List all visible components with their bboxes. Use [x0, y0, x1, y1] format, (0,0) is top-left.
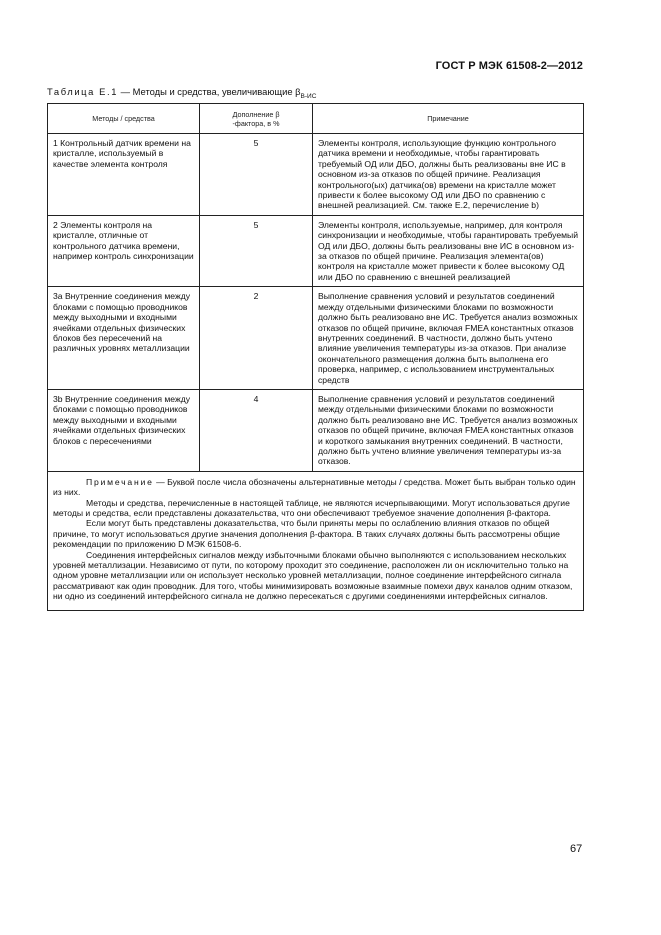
page-number: 67: [570, 843, 583, 855]
table-row: [48, 389, 584, 471]
column-header-note: Примечание: [313, 104, 584, 134]
column-header-beta: Дополнение β -фактора, в %: [200, 104, 313, 134]
table-notes: [48, 472, 583, 610]
row-value: 2: [253, 291, 259, 302]
table-notes-cell: [48, 471, 584, 610]
row-method-cell: [48, 287, 200, 390]
methods-table: [47, 103, 584, 611]
row-value-cell: [200, 287, 313, 390]
note-paragraph: Соединения интерфейсных сигналов между избыточными блоками обычно выполняются с использованием нескольких уровней металлизации. Независимо от пути, по которому проходит это соединение, расположен ли он исключительно только на одном уровне металлизации или он использует несколько уровней металлизации, полное соединение интерфейсного сигнала рассматривают как один проводник. Для того, чтобы минимизировать возможные взаимные помехи двух каналов одним отказом, ни одно из соединений интерфейсного сигнала не должно пересекаться с другими соединениями интерфейсных сигналов.: [53, 549, 573, 602]
row-method-cell: [48, 134, 200, 216]
table-caption-subscript: B-ИС: [300, 92, 317, 100]
row-value: 5: [253, 219, 259, 230]
table-caption-label: Таблица Е.1: [47, 86, 119, 97]
note-first-text: — Буквой после числа обозначены альтернативные методы / средства. Может быть выбран только один из них.: [53, 476, 576, 498]
document-id: ГОСТ Р МЭК 61508-2—2012: [435, 60, 583, 72]
table-caption: [47, 86, 316, 100]
row-note-cell: [313, 215, 584, 286]
row-method: 3а Внутренние соединения между блоками с помощью проводников между выходными и входными ячейками отдельных физических блоков без пересечений на различных уровнях металлизации: [53, 291, 191, 354]
table-header-row: [48, 104, 584, 134]
row-note: Элементы контроля, использующие функцию контрольного датчика времени и необходимые, чтобы гарантировать требуемый ОД или ДБО, должны быть реализованы вне ИС в основном из-за отказов по общей причине. Реализация контрольного(ых) датчика(ов) времени на кристалле может привести к более высокому ОД или ДБО по сравнению с внешней реализацией. См. также Е.2, перечисление b): [318, 138, 566, 211]
row-value-cell: [200, 215, 313, 286]
row-note: Элементы контроля, используемые, например, для контроля синхронизации и необходимые, чтобы гарантировать требуемый ОД или ДБО, должны быть реализованы вне ИС в основном из-за отказов по общей причине. Реализация элемента(ов) контроля на кристалле может привести к более высокому ОД или ДБО по сравнению с внешней реализацией: [318, 219, 579, 282]
note-paragraph: Методы и средства, перечисленные в настоящей таблице, не являются исчерпывающими. Могут использоваться другие методы и средства, если представлены доказательства, что они обеспечивают требуемое значение дополнения β-фактора.: [53, 497, 570, 518]
row-value-cell: [200, 134, 313, 216]
row-note-cell: [313, 389, 584, 471]
table-row: [48, 215, 584, 286]
row-method: 2 Элементы контроля на кристалле, отличные от контрольного датчика времени, например контроль синхронизации: [53, 219, 194, 262]
table-notes-row: [48, 471, 584, 610]
note-label: Примечание: [86, 476, 154, 487]
row-value: 5: [253, 138, 259, 148]
row-method-cell: [48, 389, 200, 471]
row-note-cell: [313, 287, 584, 390]
row-note: Выполнение сравнения условий и результатов соединений между отдельными физическими блоками по возможности должно быть реализовано вне ИС. Требуется анализ возможных отказов по общей причине, включая FMEA константных отказов внутренних соединений. В частности, должно быть учтено влияние увеличения температуры из-за отказов. При анализе окончательного размещения должна быть выполнена его проверка, например, с использованием инструментальных средств: [318, 291, 578, 385]
table-row: [48, 287, 584, 390]
table-caption-text: — Методы и средства, увеличивающие β: [120, 86, 301, 97]
table-row: [48, 134, 584, 216]
row-note-cell: [313, 134, 584, 216]
row-method: 1 Контрольный датчик времени на кристалле, используемый в качестве элемента контроля: [53, 138, 191, 169]
row-method-cell: [48, 215, 200, 286]
row-value-cell: [200, 389, 313, 471]
column-header-methods: Методы / средства: [48, 104, 200, 134]
note-paragraph: Если могут быть представлены доказательства, что были приняты меры по ослаблению влияния отказов по общей причине, то могут использоваться другие значения дополнения β-фактора. В таких случаях должны быть рассмотрены общие рекомендации по приложению D МЭК 61508-6.: [53, 518, 560, 550]
row-value: 4: [253, 393, 259, 404]
row-method: 3b Внутренние соединения между блоками с помощью проводников между выходными и входными ячейками отдельных физических блоков с пересечениями: [53, 393, 191, 446]
note-paragraph: [53, 477, 577, 498]
row-note: Выполнение сравнения условий и результатов соединений между отдельными физическими блоками по возможности должно быть реализовано вне ИС. Требуется анализ возможных отказов по общей причине, включая FMEA константных отказов и короткого замыкания внутренних соединений. В частности, должно быть учтено влияние увеличения температуры из-за отказов.: [318, 393, 578, 467]
